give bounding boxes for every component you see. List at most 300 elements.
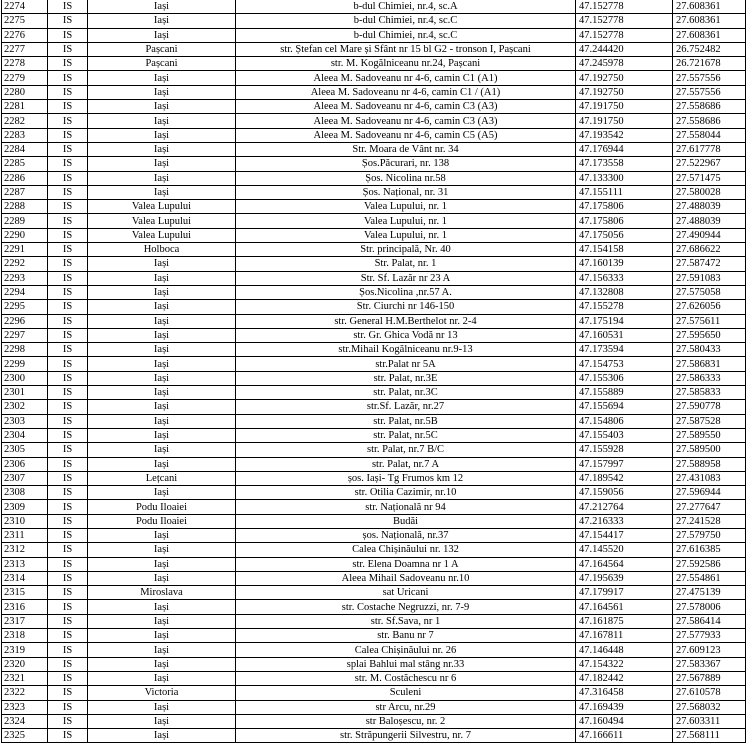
locality-cell: Iași	[88, 357, 236, 371]
table-row	[2, 157, 746, 171]
locality-cell: Iași	[88, 643, 236, 657]
address-cell: Str. Sf. Lazăr nr 23 A	[236, 271, 576, 285]
county-cell: IS	[48, 471, 88, 485]
table-row	[2, 314, 746, 328]
county-cell: IS	[48, 285, 88, 299]
latitude-cell: 47.155278	[576, 300, 673, 314]
table-row	[2, 443, 746, 457]
longitude-cell: 27.558686	[673, 100, 746, 114]
longitude-cell: 27.488039	[673, 200, 746, 214]
longitude-cell: 27.583367	[673, 657, 746, 671]
address-cell: b-dul Chimiei, nr.4, sc.C	[236, 28, 576, 42]
longitude-cell: 27.590778	[673, 400, 746, 414]
table-row	[2, 586, 746, 600]
address-cell: str. Palat, nr.7 B/C	[236, 443, 576, 457]
address-cell: str. Ștefan cel Mare și Sfânt nr 15 bl G2 - tronson I, Pașcani	[236, 42, 576, 56]
longitude-cell: 27.575611	[673, 314, 746, 328]
locality-cell: Iași	[88, 271, 236, 285]
longitude-cell: 27.554861	[673, 571, 746, 585]
address-cell: b-dul Chimiei, nr.4, sc.A	[236, 0, 576, 14]
row-number-cell: 2296	[2, 314, 48, 328]
address-cell: Str. principală, Nr. 40	[236, 243, 576, 257]
table-row	[2, 171, 746, 185]
locality-cell: Iași	[88, 0, 236, 14]
row-number-cell: 2314	[2, 571, 48, 585]
latitude-cell: 47.156333	[576, 271, 673, 285]
county-cell: IS	[48, 357, 88, 371]
table-row	[2, 557, 746, 571]
locality-cell: Iași	[88, 300, 236, 314]
address-cell: str. Gr. Ghica Vodă nr 13	[236, 328, 576, 342]
address-cell: str. M. Kogălniceanu nr.24, Pașcani	[236, 57, 576, 71]
address-cell: Șos. Nicolina nr.58	[236, 171, 576, 185]
longitude-cell: 27.589500	[673, 443, 746, 457]
county-cell: IS	[48, 657, 88, 671]
locality-cell: Iași	[88, 528, 236, 542]
locality-cell: Iași	[88, 729, 236, 743]
address-cell: str. General H.M.Berthelot nr. 2-4	[236, 314, 576, 328]
longitude-cell: 27.578006	[673, 600, 746, 614]
longitude-cell: 27.558044	[673, 128, 746, 142]
table-row	[2, 657, 746, 671]
longitude-cell: 27.591083	[673, 271, 746, 285]
longitude-cell: 27.587528	[673, 414, 746, 428]
table-row	[2, 85, 746, 99]
row-number-cell: 2306	[2, 457, 48, 471]
latitude-cell: 47.244420	[576, 42, 673, 56]
county-cell: IS	[48, 300, 88, 314]
locality-cell: Iași	[88, 629, 236, 643]
longitude-cell: 27.589550	[673, 428, 746, 442]
locality-cell: Iași	[88, 128, 236, 142]
row-number-cell: 2315	[2, 586, 48, 600]
locality-cell: Iași	[88, 386, 236, 400]
address-cell: șos. Iași- Tg Frumos km 12	[236, 471, 576, 485]
county-cell: IS	[48, 243, 88, 257]
latitude-cell: 47.133300	[576, 171, 673, 185]
row-number-cell: 2297	[2, 328, 48, 342]
county-cell: IS	[48, 28, 88, 42]
table-row	[2, 214, 746, 228]
address-cell: Str. Ciurchi nr 146-150	[236, 300, 576, 314]
longitude-cell: 27.557556	[673, 71, 746, 85]
row-number-cell: 2290	[2, 228, 48, 242]
latitude-cell: 47.216333	[576, 514, 673, 528]
county-cell: IS	[48, 100, 88, 114]
address-cell: Valea Lupului, nr. 1	[236, 200, 576, 214]
latitude-cell: 47.173558	[576, 157, 673, 171]
county-cell: IS	[48, 629, 88, 643]
locality-cell: Iași	[88, 657, 236, 671]
address-cell: Aleea Mihail Sadoveanu nr.10	[236, 571, 576, 585]
table-row	[2, 386, 746, 400]
table-row	[2, 514, 746, 528]
locality-cell: Iași	[88, 414, 236, 428]
latitude-cell: 47.155928	[576, 443, 673, 457]
longitude-cell: 27.568111	[673, 729, 746, 743]
county-cell: IS	[48, 686, 88, 700]
locality-cell: Podu Iloaiei	[88, 514, 236, 528]
address-cell: str. Palat, nr.3C	[236, 386, 576, 400]
row-number-cell: 2305	[2, 443, 48, 457]
latitude-cell: 47.154806	[576, 414, 673, 428]
table-row	[2, 271, 746, 285]
row-number-cell: 2295	[2, 300, 48, 314]
address-cell: str. Națională nr 94	[236, 500, 576, 514]
county-cell: IS	[48, 414, 88, 428]
row-number-cell: 2284	[2, 142, 48, 156]
locality-cell: Iași	[88, 14, 236, 28]
locality-cell: Iași	[88, 100, 236, 114]
address-cell: Str. Palat, nr. 1	[236, 257, 576, 271]
locality-cell: Iași	[88, 714, 236, 728]
county-cell: IS	[48, 142, 88, 156]
county-cell: IS	[48, 257, 88, 271]
row-number-cell: 2317	[2, 614, 48, 628]
locality-cell: Iași	[88, 700, 236, 714]
latitude-cell: 47.164561	[576, 600, 673, 614]
row-number-cell: 2294	[2, 285, 48, 299]
row-number-cell: 2299	[2, 357, 48, 371]
row-number-cell: 2278	[2, 57, 48, 71]
locality-cell: Podu Iloaiei	[88, 500, 236, 514]
latitude-cell: 47.192750	[576, 85, 673, 99]
locality-cell: Iași	[88, 85, 236, 99]
locality-cell: Iași	[88, 443, 236, 457]
latitude-cell: 47.169439	[576, 700, 673, 714]
table-row	[2, 228, 746, 242]
table-row	[2, 528, 746, 542]
row-number-cell: 2286	[2, 171, 48, 185]
address-cell: Aleea M. Sadoveanu nr 4-6, camin C1 / (A1)	[236, 85, 576, 99]
longitude-cell: 26.752482	[673, 42, 746, 56]
row-number-cell: 2316	[2, 600, 48, 614]
table-row	[2, 486, 746, 500]
row-number-cell: 2320	[2, 657, 48, 671]
latitude-cell: 47.193542	[576, 128, 673, 142]
latitude-cell: 47.192750	[576, 71, 673, 85]
latitude-cell: 47.191750	[576, 100, 673, 114]
table-row	[2, 428, 746, 442]
row-number-cell: 2276	[2, 28, 48, 42]
locality-cell: Iași	[88, 328, 236, 342]
county-cell: IS	[48, 443, 88, 457]
longitude-cell: 27.522967	[673, 157, 746, 171]
latitude-cell: 47.212764	[576, 500, 673, 514]
table-row	[2, 14, 746, 28]
locality-cell: Lețcani	[88, 471, 236, 485]
longitude-cell: 27.609123	[673, 643, 746, 657]
address-cell: str. Palat, nr.5B	[236, 414, 576, 428]
table-row	[2, 328, 746, 342]
locality-cell: Valea Lupului	[88, 214, 236, 228]
table-row	[2, 400, 746, 414]
table-row	[2, 414, 746, 428]
locality-cell: Holboca	[88, 243, 236, 257]
address-cell: str. Palat, nr.7 A	[236, 457, 576, 471]
county-cell: IS	[48, 314, 88, 328]
county-cell: IS	[48, 428, 88, 442]
county-cell: IS	[48, 514, 88, 528]
longitude-cell: 27.686622	[673, 243, 746, 257]
row-number-cell: 2285	[2, 157, 48, 171]
latitude-cell: 47.155403	[576, 428, 673, 442]
latitude-cell: 47.166611	[576, 729, 673, 743]
latitude-cell: 47.152778	[576, 28, 673, 42]
table-row	[2, 28, 746, 42]
longitude-cell: 27.580028	[673, 185, 746, 199]
county-cell: IS	[48, 328, 88, 342]
table-row	[2, 343, 746, 357]
latitude-cell: 47.155889	[576, 386, 673, 400]
longitude-cell: 27.608361	[673, 28, 746, 42]
county-cell: IS	[48, 0, 88, 14]
latitude-cell: 47.173594	[576, 343, 673, 357]
longitude-cell: 27.626056	[673, 300, 746, 314]
locality-cell: Iași	[88, 285, 236, 299]
longitude-cell: 27.585833	[673, 386, 746, 400]
locality-cell: Iași	[88, 114, 236, 128]
latitude-cell: 47.160531	[576, 328, 673, 342]
row-number-cell: 2301	[2, 386, 48, 400]
address-cell: Valea Lupului, nr. 1	[236, 228, 576, 242]
latitude-cell: 47.245978	[576, 57, 673, 71]
address-cell: sat Uricani	[236, 586, 576, 600]
table-row	[2, 471, 746, 485]
longitude-cell: 27.603311	[673, 714, 746, 728]
latitude-cell: 47.182442	[576, 671, 673, 685]
table-row	[2, 700, 746, 714]
latitude-cell: 47.175806	[576, 214, 673, 228]
address-cell: b-dul Chimiei, nr.4, sc.C	[236, 14, 576, 28]
longitude-cell: 27.616385	[673, 543, 746, 557]
table-row	[2, 257, 746, 271]
longitude-cell: 27.575058	[673, 285, 746, 299]
table-row	[2, 629, 746, 643]
latitude-cell: 47.154417	[576, 528, 673, 542]
row-number-cell: 2300	[2, 371, 48, 385]
latitude-cell: 47.167811	[576, 629, 673, 643]
address-cell: Str. Moara de Vânt nr. 34	[236, 142, 576, 156]
latitude-cell: 47.175806	[576, 200, 673, 214]
address-cell: str. Sf.Sava, nr 1	[236, 614, 576, 628]
county-cell: IS	[48, 228, 88, 242]
county-cell: IS	[48, 543, 88, 557]
table-row	[2, 457, 746, 471]
row-number-cell: 2302	[2, 400, 48, 414]
row-number-cell: 2279	[2, 71, 48, 85]
row-number-cell: 2291	[2, 243, 48, 257]
longitude-cell: 27.571475	[673, 171, 746, 185]
longitude-cell: 27.596944	[673, 486, 746, 500]
locality-cell: Iași	[88, 185, 236, 199]
latitude-cell: 47.161875	[576, 614, 673, 628]
locality-cell: Iași	[88, 257, 236, 271]
row-number-cell: 2289	[2, 214, 48, 228]
table-row	[2, 300, 746, 314]
locality-cell: Miroslava	[88, 586, 236, 600]
county-cell: IS	[48, 486, 88, 500]
table-row	[2, 185, 746, 199]
county-cell: IS	[48, 457, 88, 471]
county-cell: IS	[48, 600, 88, 614]
table-row	[2, 243, 746, 257]
county-cell: IS	[48, 528, 88, 542]
address-cell: str Arcu, nr.29	[236, 700, 576, 714]
county-cell: IS	[48, 71, 88, 85]
row-number-cell: 2280	[2, 85, 48, 99]
table-body	[2, 0, 746, 743]
row-number-cell: 2298	[2, 343, 48, 357]
table-row	[2, 643, 746, 657]
latitude-cell: 47.154158	[576, 243, 673, 257]
table-row	[2, 714, 746, 728]
table-row	[2, 100, 746, 114]
locality-cell: Iași	[88, 457, 236, 471]
latitude-cell: 47.195639	[576, 571, 673, 585]
row-number-cell: 2308	[2, 486, 48, 500]
address-cell: Calea Chișinăului nr. 26	[236, 643, 576, 657]
address-cell: Aleea M. Sadoveanu nr 4-6, camin C1 (A1)	[236, 71, 576, 85]
longitude-cell: 27.557556	[673, 85, 746, 99]
row-number-cell: 2275	[2, 14, 48, 28]
county-cell: IS	[48, 114, 88, 128]
table-row	[2, 142, 746, 156]
locality-cell: Iași	[88, 486, 236, 500]
row-number-cell: 2319	[2, 643, 48, 657]
table-row	[2, 42, 746, 56]
address-cell: Șos.Nicolina ,nr.57 A.	[236, 285, 576, 299]
longitude-cell: 27.592586	[673, 557, 746, 571]
county-cell: IS	[48, 14, 88, 28]
latitude-cell: 47.175194	[576, 314, 673, 328]
county-cell: IS	[48, 271, 88, 285]
longitude-cell: 27.579750	[673, 528, 746, 542]
latitude-cell: 47.132808	[576, 285, 673, 299]
latitude-cell: 47.164564	[576, 557, 673, 571]
longitude-cell: 27.241528	[673, 514, 746, 528]
locality-cell: Iași	[88, 142, 236, 156]
row-number-cell: 2325	[2, 729, 48, 743]
row-number-cell: 2282	[2, 114, 48, 128]
row-number-cell: 2292	[2, 257, 48, 271]
county-cell: IS	[48, 614, 88, 628]
county-cell: IS	[48, 200, 88, 214]
longitude-cell: 26.721678	[673, 57, 746, 71]
locality-cell: Valea Lupului	[88, 200, 236, 214]
latitude-cell: 47.155306	[576, 371, 673, 385]
table-row	[2, 57, 746, 71]
row-number-cell: 2277	[2, 42, 48, 56]
county-cell: IS	[48, 586, 88, 600]
latitude-cell: 47.152778	[576, 14, 673, 28]
locality-cell: Iași	[88, 343, 236, 357]
row-number-cell: 2312	[2, 543, 48, 557]
county-cell: IS	[48, 185, 88, 199]
county-cell: IS	[48, 700, 88, 714]
county-cell: IS	[48, 571, 88, 585]
longitude-cell: 27.490944	[673, 228, 746, 242]
table-row	[2, 614, 746, 628]
row-number-cell: 2311	[2, 528, 48, 542]
address-cell: str. Costache Negruzzi, nr. 7-9	[236, 600, 576, 614]
table-row	[2, 729, 746, 743]
address-cell: Sculeni	[236, 686, 576, 700]
latitude-cell: 47.157997	[576, 457, 673, 471]
address-cell: Aleea M. Sadoveanu nr 4-6, camin C5 (A5)	[236, 128, 576, 142]
locations-table	[1, 0, 746, 743]
table-row	[2, 371, 746, 385]
longitude-cell: 27.586414	[673, 614, 746, 628]
latitude-cell: 47.155111	[576, 185, 673, 199]
longitude-cell: 27.617778	[673, 142, 746, 156]
table-row	[2, 128, 746, 142]
locality-cell: Iași	[88, 600, 236, 614]
county-cell: IS	[48, 371, 88, 385]
row-number-cell: 2321	[2, 671, 48, 685]
latitude-cell: 47.191750	[576, 114, 673, 128]
locality-cell: Iași	[88, 428, 236, 442]
latitude-cell: 47.152778	[576, 0, 673, 14]
latitude-cell: 47.146448	[576, 643, 673, 657]
row-number-cell: 2304	[2, 428, 48, 442]
row-number-cell: 2309	[2, 500, 48, 514]
table-row	[2, 285, 746, 299]
longitude-cell: 27.567889	[673, 671, 746, 685]
row-number-cell: 2307	[2, 471, 48, 485]
locality-cell: Iași	[88, 171, 236, 185]
address-cell: str Baloșescu, nr. 2	[236, 714, 576, 728]
county-cell: IS	[48, 157, 88, 171]
latitude-cell: 47.145520	[576, 543, 673, 557]
address-cell: șos. Națională, nr.37	[236, 528, 576, 542]
longitude-cell: 27.580433	[673, 343, 746, 357]
latitude-cell: 47.316458	[576, 686, 673, 700]
address-cell: str. M. Costăchescu nr 6	[236, 671, 576, 685]
county-cell: IS	[48, 671, 88, 685]
address-cell: Valea Lupului, nr. 1	[236, 214, 576, 228]
longitude-cell: 27.577933	[673, 629, 746, 643]
table-row	[2, 571, 746, 585]
latitude-cell: 47.160494	[576, 714, 673, 728]
row-number-cell: 2288	[2, 200, 48, 214]
longitude-cell: 27.610578	[673, 686, 746, 700]
locality-cell: Iași	[88, 371, 236, 385]
row-number-cell: 2324	[2, 714, 48, 728]
row-number-cell: 2313	[2, 557, 48, 571]
table-row	[2, 686, 746, 700]
latitude-cell: 47.160139	[576, 257, 673, 271]
table-row	[2, 500, 746, 514]
address-cell: Șos.Păcurari, nr. 138	[236, 157, 576, 171]
county-cell: IS	[48, 557, 88, 571]
address-cell: Șos. Național, nr. 31	[236, 185, 576, 199]
table-row	[2, 71, 746, 85]
locality-cell: Iași	[88, 543, 236, 557]
latitude-cell: 47.159056	[576, 486, 673, 500]
locality-cell: Iași	[88, 157, 236, 171]
table-row	[2, 543, 746, 557]
address-cell: str.Sf. Lazăr, nr.27	[236, 400, 576, 414]
county-cell: IS	[48, 171, 88, 185]
latitude-cell: 47.189542	[576, 471, 673, 485]
longitude-cell: 27.608361	[673, 14, 746, 28]
address-cell: str.Mihail Kogălniceanu nr.9-13	[236, 343, 576, 357]
row-number-cell: 2283	[2, 128, 48, 142]
address-cell: str. Străpungerii Silvestru, nr. 7	[236, 729, 576, 743]
locality-cell: Iași	[88, 28, 236, 42]
county-cell: IS	[48, 57, 88, 71]
